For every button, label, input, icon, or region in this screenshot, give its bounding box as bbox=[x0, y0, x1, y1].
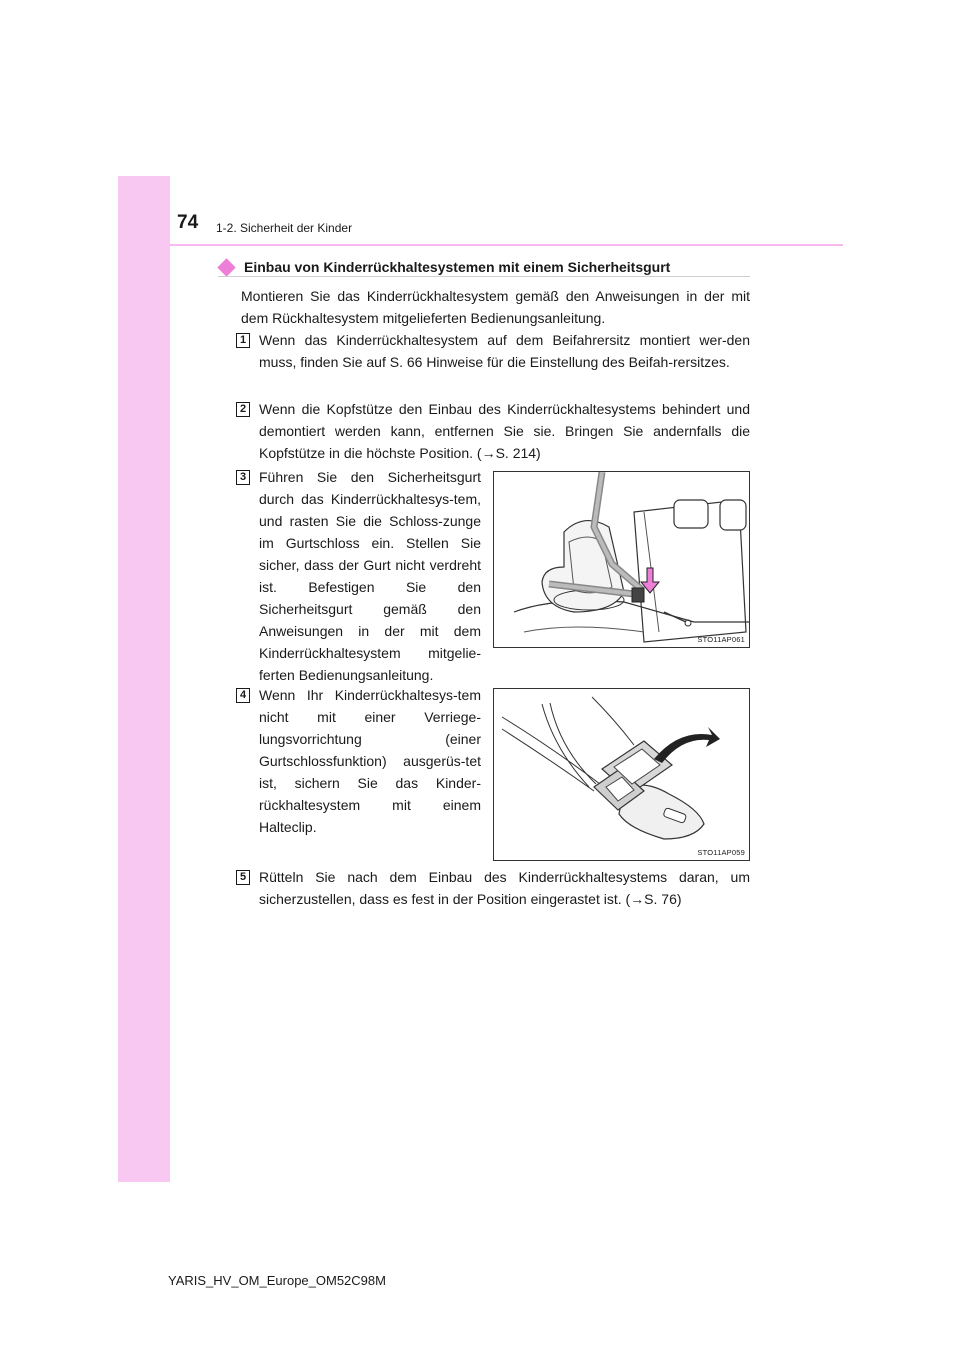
figure-code-2: STO11AP059 bbox=[697, 848, 745, 857]
header-divider bbox=[170, 244, 843, 246]
step-text-2: Wenn die Kopfstütze den Einbau des Kinderrückhaltesystems behindert und demontiert werden kann, entfernen Sie sie. Bringen Sie andernfalls die Kopfstütze in die höchste Position. (→S. 214) bbox=[259, 401, 750, 461]
side-band bbox=[118, 176, 170, 1182]
step-number-1: 1 bbox=[236, 333, 250, 348]
section-title-text: Einbau von Kinderrückhaltesystemen mit einem Sicherheitsgurt bbox=[244, 259, 671, 275]
step-number-2: 2 bbox=[236, 402, 250, 417]
page-number: 74 bbox=[177, 212, 199, 233]
step-text-1: Wenn das Kinderrückhaltesystem auf dem Beifahrersitz montiert wer-den muss, finden Sie auf S. 66 Hinweise für die Einstellung des Beifah-rersitzes. bbox=[259, 332, 750, 370]
step-number-3: 3 bbox=[236, 470, 250, 485]
footer-doc-id: YARIS_HV_OM_Europe_OM52C98M bbox=[168, 1273, 386, 1288]
chapter-title: 1-2. Sicherheit der Kinder bbox=[216, 221, 353, 235]
figure-child-seat-belt bbox=[493, 471, 750, 648]
section-title bbox=[218, 256, 750, 278]
figure-code-1: STO11AP061 bbox=[697, 635, 745, 644]
intro-paragraph: Montieren Sie das Kinderrückhaltesystem gemäß den Anweisungen in der mit dem Rückhaltesystem mitgelieferten Bedienungsanleitung. bbox=[241, 288, 750, 326]
step-number-4: 4 bbox=[236, 688, 250, 703]
step-text-3: Führen Sie den Sicherheitsgurt durch das Kinderrückhaltesys-tem, und rasten Sie die Schloss-zunge im Gurtschloss ein. Stellen Sie sicher, dass der Gurt nicht verdreht ist. Befestigen Sie den Sicherheitsgurt gemäß den Anweisungen in der mit dem Kinderrückhaltesystem mitgelie-ferten Bedienungsanleitung. bbox=[259, 469, 481, 683]
step-text-4: Wenn Ihr Kinderrückhaltesys-tem nicht mit einer Verriege-lungsvorrichtung (einer Gurtschlossfunktion) ausgerüs-tet ist, sichern Sie das Kinder-rückhaltesystem mit einem Halteclip. bbox=[259, 687, 481, 835]
step-number-5: 5 bbox=[236, 870, 250, 885]
diamond-bullet-icon bbox=[217, 258, 235, 276]
child-seat-illustration bbox=[494, 472, 749, 647]
step-text-5: Rütteln Sie nach dem Einbau des Kinderrückhaltesystems daran, um sicherzustellen, dass es fest in der Position eingerastet ist. (→S. 76) bbox=[259, 869, 750, 907]
section-divider bbox=[218, 276, 750, 277]
locking-clip-illustration bbox=[494, 689, 749, 860]
figure-locking-clip bbox=[493, 688, 750, 861]
